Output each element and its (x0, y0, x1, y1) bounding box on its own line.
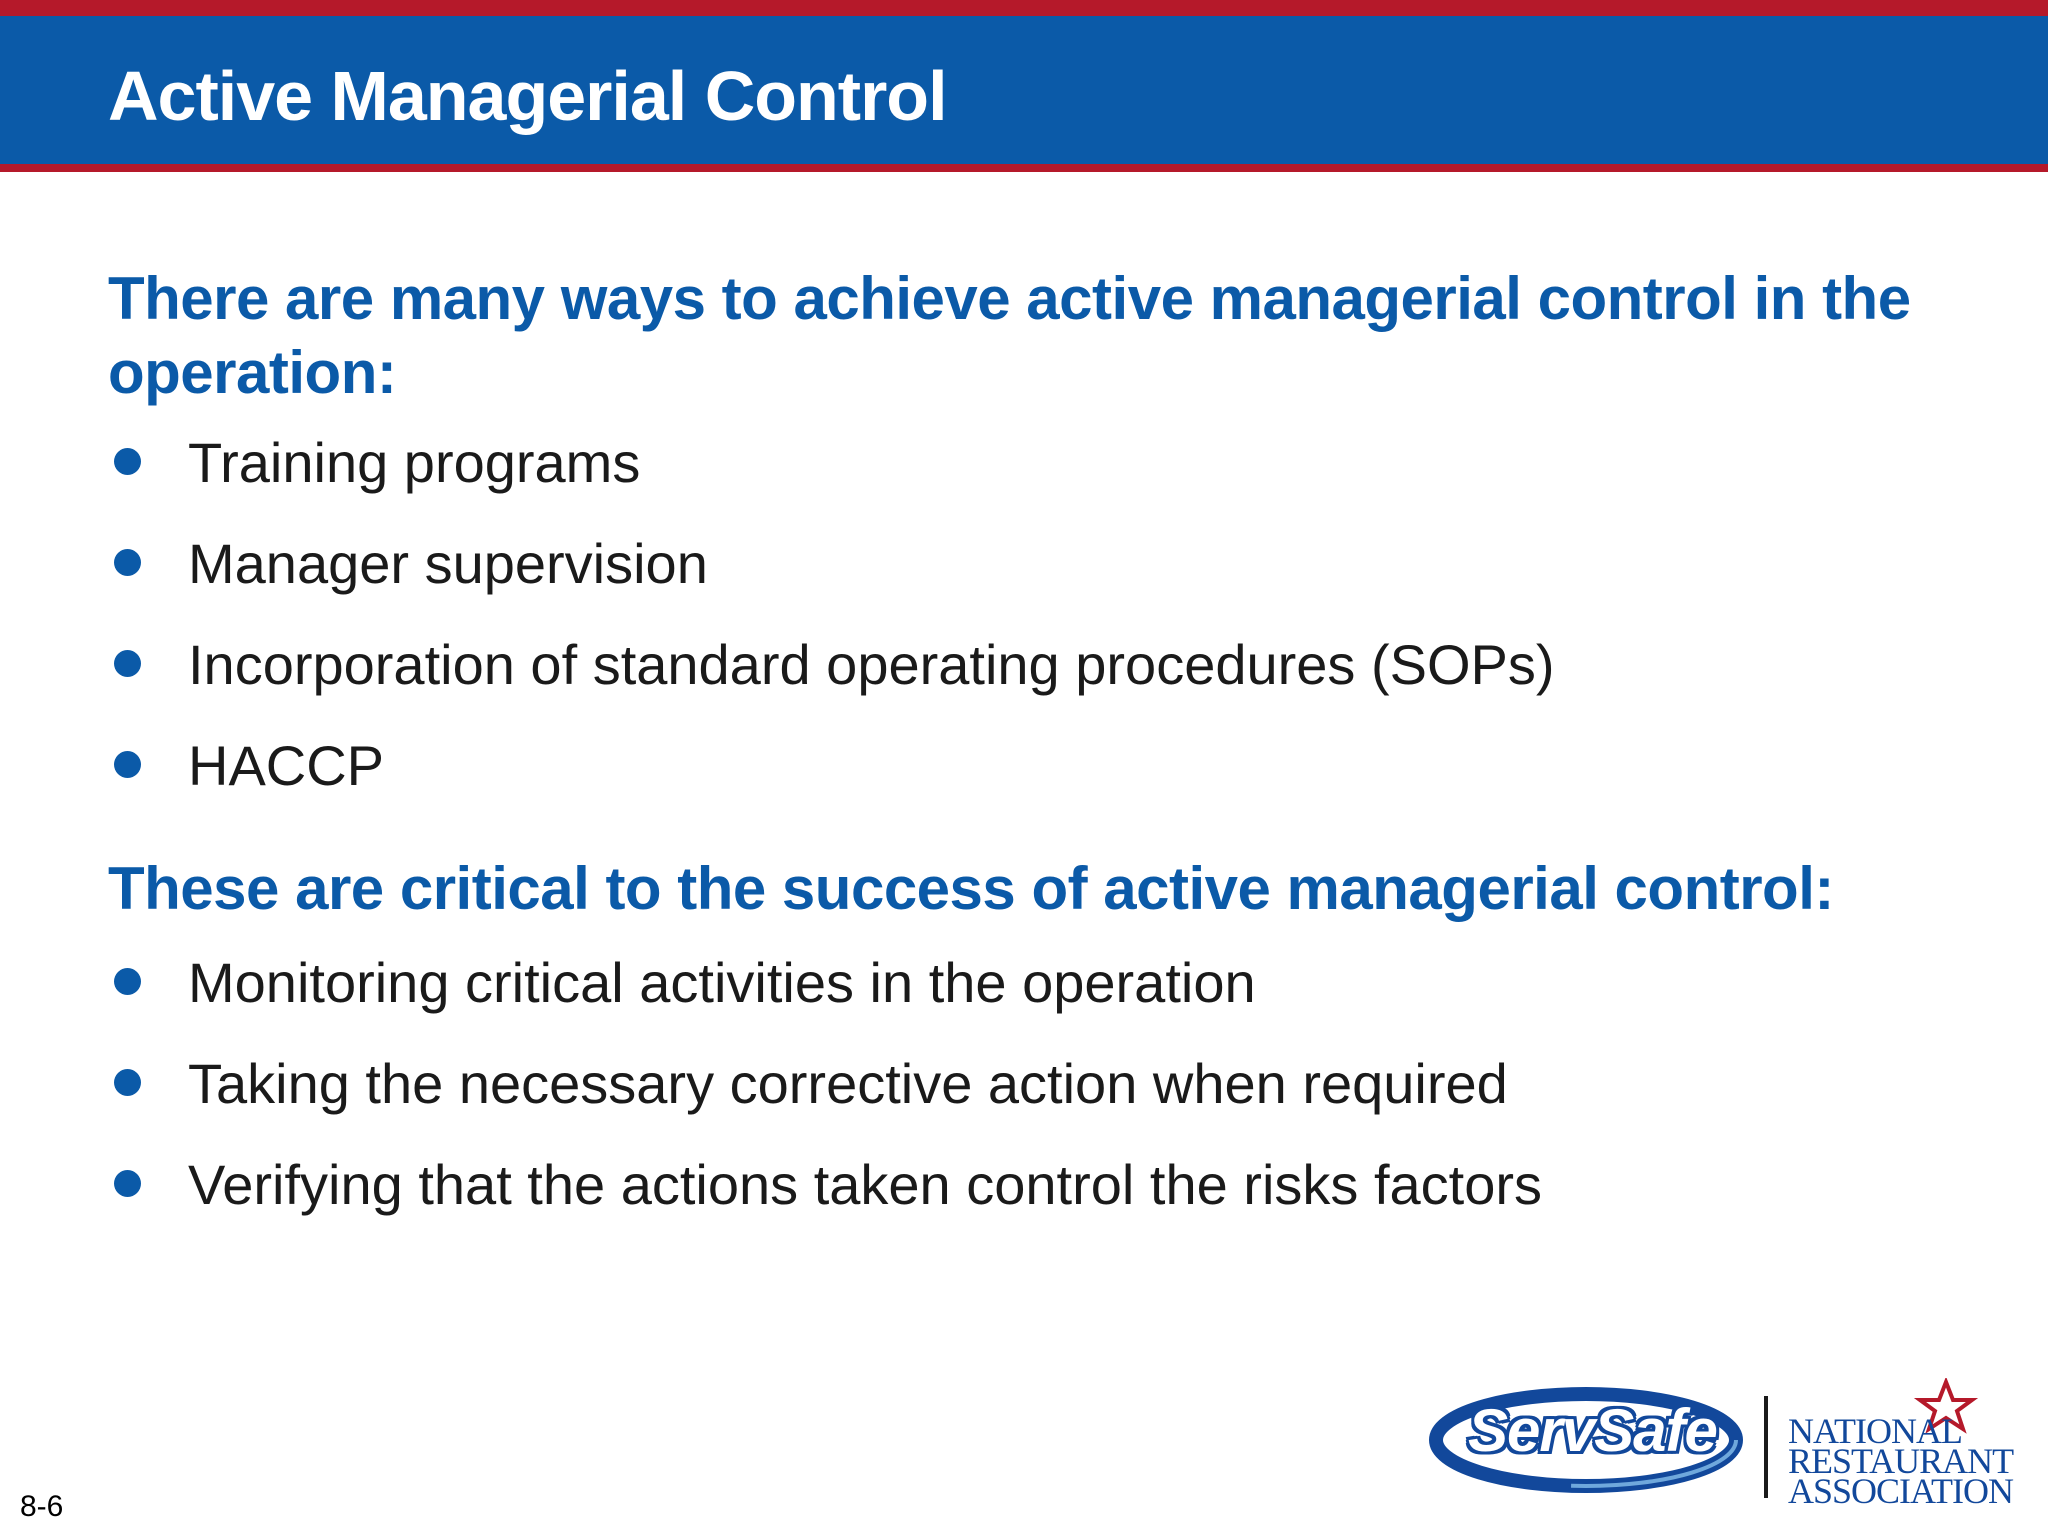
bullet-dot (114, 650, 141, 677)
bullet-dot (114, 1170, 141, 1197)
bullet-dot (114, 549, 141, 576)
bullet-item (108, 1150, 1928, 1251)
bullet-item (108, 948, 1928, 1049)
section-heading-critical: These are critical to the success of active managerial control: (108, 855, 1834, 922)
bullet-text: HACCP (188, 734, 385, 797)
bullet-item (108, 1049, 1928, 1150)
servsafe-logo (1428, 1378, 1748, 1504)
header-bottom-stripe (0, 164, 2048, 172)
bullet-text: Verifying that the actions taken control the risks factors (188, 1153, 1543, 1216)
bullet-dot (114, 751, 141, 778)
section-heading-ways: There are many ways to achieve active managerial control in the operation: (108, 265, 1911, 406)
nra-line-association: ASSOCIATION (1788, 1471, 2014, 1511)
bullet-item (108, 731, 1928, 832)
bullet-item (108, 529, 1928, 630)
bullet-item (108, 630, 1928, 731)
bullet-text: Incorporation of standard operating procedures (SOPs) (188, 633, 1555, 696)
bullet-dot (114, 448, 141, 475)
bullet-text: Manager supervision (188, 532, 708, 595)
bullet-text: Training programs (188, 431, 641, 494)
bullet-text: Taking the necessary corrective action when required (188, 1052, 1508, 1115)
bullet-text: Monitoring critical activities in the operation (188, 951, 1256, 1014)
slide-body (108, 262, 1928, 1271)
header-top-stripe (0, 0, 2048, 16)
nra-line-national: NATIONAL (1788, 1411, 1962, 1451)
bullet-list-ways (108, 428, 1928, 832)
bullet-dot (114, 1069, 141, 1096)
logo-divider (1764, 1396, 1768, 1498)
nra-logo (1786, 1378, 2014, 1511)
slide-title: Active Managerial Control (108, 57, 947, 135)
bullet-dot (114, 968, 141, 995)
bullet-list-critical (108, 948, 1928, 1251)
servsafe-wordmark: ServSafe (1468, 1397, 1717, 1464)
nra-line-restaurant: RESTAURANT (1788, 1441, 2014, 1481)
page-number: 8-6 (20, 1490, 64, 1523)
bullet-item (108, 428, 1928, 529)
